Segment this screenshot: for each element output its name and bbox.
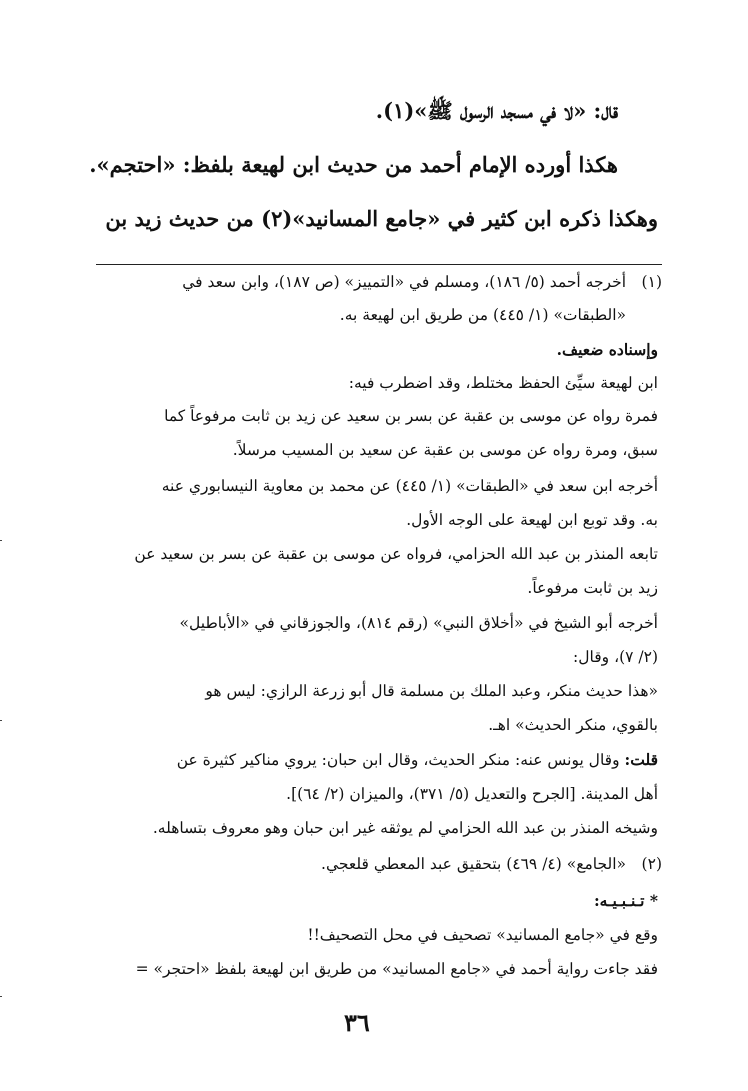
- scan-edge-mark: [0, 720, 2, 721]
- footnote-2-line-2: * تـنـبـيـه:: [593, 891, 658, 910]
- main-text-line-3: وهكذا ذكره ابن كثير في «جامع المسانيد»(٢) من حديث زيد بن: [105, 206, 658, 231]
- scan-edge-mark: [0, 540, 2, 541]
- footnote-1-line-14: بالقوي، منكر الحديث» اهـ.: [488, 716, 658, 734]
- footnote-1-line-11: أخرجه أبو الشيخ في «أخلاق النبي» (رقم ٨١٤)، والجوزقاني في «الأباطيل»: [179, 614, 658, 632]
- note-text: وقال يونس عنه: منكر الحديث، وقال ابن حبان: يروي مناكير كثيرة عن: [176, 751, 620, 769]
- footnote-1-line-15: [177, 750, 658, 769]
- footnote-divider: [96, 264, 662, 265]
- note-keyword: قلت:: [624, 750, 658, 769]
- footnote-2-line-3: وقع في «جامع المسانيد» تصحيف في محل التصحيف!!: [307, 926, 658, 944]
- footnote-1-line-8: به. وقد توبع ابن لهيعة على الوجه الأول.: [406, 511, 658, 529]
- footnote-1-label: (١): [641, 273, 662, 291]
- main-text-line-2: هكذا أورده الإمام أحمد من حديث ابن لهيعة بلفظ: «احتجم».: [89, 152, 618, 177]
- footnote-1-line-4: ابن لهيعة سيِّئ الحفظ مختلط، وقد اضطرب فيه:: [348, 374, 658, 392]
- footnote-1-line-5: فمرة رواه عن موسى بن عقبة عن بسر بن سعيد عن زيد بن ثابت مرفوعاً كما: [164, 407, 658, 425]
- scan-edge-mark: [0, 996, 2, 997]
- footnote-1-line-16: أهل المدينة. [الجرح والتعديل (٥/ ٣٧١)، والميزان (٢/ ٦٤)].: [286, 785, 658, 803]
- footnote-1-line-9: تابعه المنذر بن عبد الله الحزامي، فرواه عن موسى بن عقبة عن بسر بن سعيد عن: [134, 545, 658, 563]
- footnote-1-line-1: أخرجه أحمد (٥/ ١٨٦)، ومسلم في «التمييز» (ص ١٨٧)، وابن سعد في: [182, 273, 626, 291]
- page-number: ٣٦: [344, 1008, 370, 1037]
- footnote-1-line-6: سبق، ومرة رواه عن موسى بن عقبة عن سعيد بن المسيب مرسلاً.: [232, 441, 658, 459]
- footnote-1-line-2: «الطبقات» (١/ ٤٤٥) من طريق ابن لهيعة به.: [339, 306, 626, 324]
- footnote-2-label: (٢): [641, 855, 662, 873]
- footnote-1-line-17: وشيخه المنذر بن عبد الله الحزامي لم يوثقه غير ابن حبان وهو معروف بتساهله.: [152, 819, 658, 837]
- footnote-2-line-1: «الجامع» (٤/ ٤٦٩) بتحقيق عبد المعطي قلعجي.: [321, 855, 626, 873]
- footnote-2-line-4: فقد جاءت رواية أحمد في «جامع المسانيد» من طريق ابن لهيعة بلفظ «احتجر» =: [135, 960, 658, 978]
- main-text-line-1: قال: «لا في مسجد الرسول ﷺ»(١).: [375, 98, 618, 123]
- footnote-1-line-3: وإسناده ضعيف.: [556, 340, 658, 359]
- footnote-1-line-7: أخرجه ابن سعد في «الطبقات» (١/ ٤٤٥) عن محمد بن معاوية النيسابوري عنه: [161, 477, 658, 495]
- footnote-1-line-12: (٢/ ٧)، وقال:: [573, 648, 658, 666]
- footnote-1-line-13: «هذا حديث منكر، وعبد الملك بن مسلمة قال أبو زرعة الرازي: ليس هو: [205, 682, 658, 700]
- footnote-1-line-10: زيد بن ثابت مرفوعاً.: [527, 579, 658, 597]
